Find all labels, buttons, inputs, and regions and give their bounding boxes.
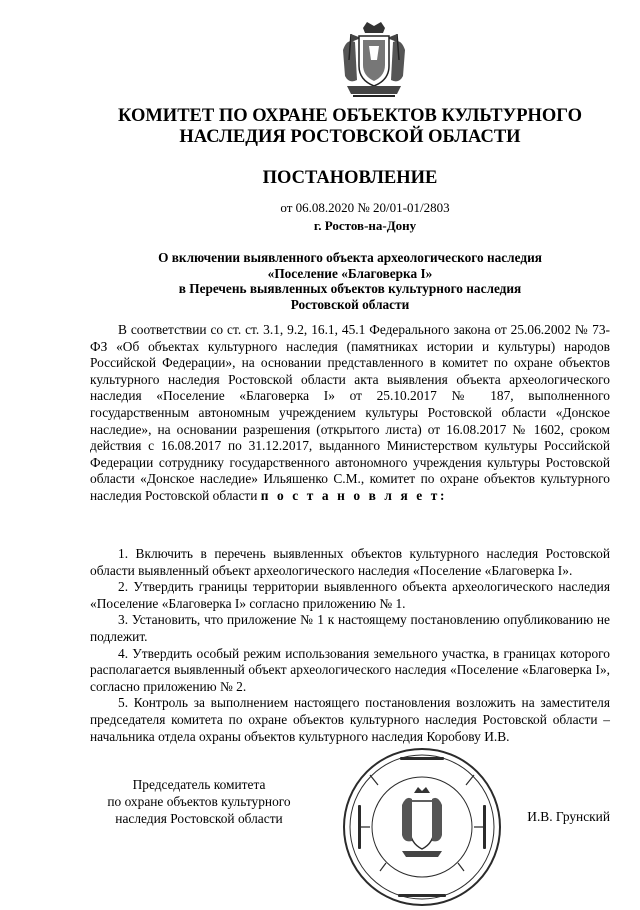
- resolution-item: 2. Утвердить границы территории выявленного объекта археологического наследия «Поселение «Благоверка I» согласно приложению № 1.: [90, 579, 610, 611]
- subject-line: в Перечень выявленных объектов культурного наследия: [178, 281, 522, 296]
- document-type: ПОСТАНОВЛЕНИЕ: [262, 168, 438, 188]
- org-title: [90, 106, 610, 148]
- rostov-coat-of-arms-icon: [339, 20, 409, 102]
- signatory-name: И.В. Грунский: [527, 809, 610, 824]
- signatory-position-line: наследия Ростовской области: [115, 811, 283, 826]
- resolves-word: п о с т а н о в л я е т:: [260, 487, 448, 503]
- document-date-number: от 06.08.2020 № 20/01-01/2803: [280, 200, 450, 215]
- preamble-paragraph: [90, 322, 610, 505]
- resolution-item: 4. Утвердить особый режим использования земельного участка, в границах которого располагается выявленный объект археологического наследия «Поселение «Благоверка I», согласно приложению № 2.: [90, 645, 610, 694]
- signatory-position-line: Председатель комитета: [132, 777, 266, 792]
- official-seal-icon: [340, 745, 505, 910]
- preamble-text: В соответствии со ст. ст. 3.1, 9.2, 16.1, 45.1 Федерального закона от 25.06.2002 № 73-ФЗ «Об объектах культурного наследия (памятниках истории и культуры) народов Российской Федерации», на основании представленного в комитет по охране объектов культурного наследия Ростовской области акта выявления объекта археологического наследия «Поселение «Благоверка I» от 25.10.2017 № 187, выполненного государственным автономным учреждением культуры Ростовской области «Донское наследие», на основании разрешения (открытого листа) от 16.08.2017 № 1602, сроком действия с 16.08.2017 по 31.12.2017, выданного Министерством культуры Российской Федерации сотруднику государственного автономного учреждения культуры Ростовской области «Донское наследие» Ильяшенко С.М., комитет по охране объектов культурного наследия Ростовской области: [90, 322, 610, 503]
- document-subject: [90, 250, 610, 312]
- org-title-line: НАСЛЕДИЯ РОСТОВСКОЙ ОБЛАСТИ: [179, 127, 521, 147]
- subject-line: О включении выявленного объекта археологического наследия: [158, 250, 542, 265]
- resolution-item: 1. Включить в перечень выявленных объектов культурного наследия Ростовской области выявленный объект археологического наследия «Поселение «Благоверка I».: [90, 546, 610, 578]
- subject-line: Ростовской области: [290, 296, 410, 312]
- resolution-item: 5. Контроль за выполнением настоящего постановления возложить на заместителя председателя комитета по охране объектов культурного наследия Ростовской области – начальника отдела охраны объектов культурного наследия Коробову И.В.: [90, 695, 610, 744]
- resolution-item: 3. Установить, что приложение № 1 к настоящему постановлению опубликованию не подлежит.: [90, 612, 610, 644]
- signatory-position: [94, 776, 304, 827]
- org-title-line: КОМИТЕТ ПО ОХРАНЕ ОБЪЕКТОВ КУЛЬТУРНОГО: [118, 106, 582, 126]
- document-city: г. Ростов-на-Дону: [313, 218, 417, 233]
- signatory-position-line: по охране объектов культурного: [107, 794, 291, 809]
- resolution-items: [90, 546, 610, 745]
- subject-line: «Поселение «Благоверка I»: [267, 265, 433, 281]
